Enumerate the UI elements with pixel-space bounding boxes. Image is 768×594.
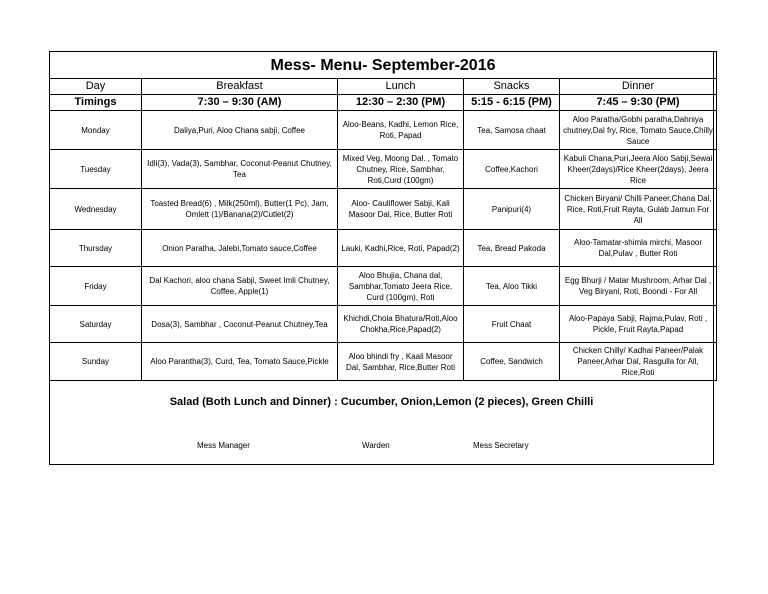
day-cell: Thursday — [50, 230, 142, 267]
header-breakfast: Breakfast — [142, 79, 338, 95]
table-row — [50, 150, 717, 189]
table-row — [50, 343, 717, 381]
footer-section — [50, 378, 713, 464]
timing-breakfast: 7:30 – 9:30 (AM) — [142, 95, 338, 111]
snacks-cell: Tea, Bread Pakoda — [464, 230, 560, 267]
day-cell: Wednesday — [50, 189, 142, 230]
breakfast-cell: Dal Kachori, aloo chana Sabji, Sweet Imli Chutney, Coffee, Apple(1) — [142, 267, 338, 306]
dinner-cell: Aloo-Tamatar-shimla mirchi, Masoor Dal,Pulav , Butter Roti — [560, 230, 717, 267]
snacks-cell: Tea, Aloo Tikki — [464, 267, 560, 306]
breakfast-cell: Idli(3), Vada(3), Sambhar, Coconut-Peanut Chutney, Tea — [142, 150, 338, 189]
lunch-cell: Aloo-Beans, Kadhi, Lemon Rice, Roti, Papad — [338, 111, 464, 150]
mess-menu-sheet — [49, 51, 714, 465]
header-day: Day — [50, 79, 142, 95]
day-cell: Monday — [50, 111, 142, 150]
day-cell: Tuesday — [50, 150, 142, 189]
lunch-cell: Aloo- Cauliflower Sabji, Kali Masoor Dal, Rice, Butter Roti — [338, 189, 464, 230]
header-lunch: Lunch — [338, 79, 464, 95]
lunch-cell: Aloo Bhujia, Chana dal, Sambhar,Tomato Jeera Rice, Curd (100gm), Roti — [338, 267, 464, 306]
breakfast-cell: Daliya,Puri, Aloo Chana sabji, Coffee — [142, 111, 338, 150]
dinner-cell: Egg Bhurji / Matar Mushroom, Arhar Dal , Veg Biryani, Roti, Boondi - For All — [560, 267, 717, 306]
timings-label: Timings — [50, 95, 142, 111]
header-snacks: Snacks — [464, 79, 560, 95]
lunch-cell: Khichdi,Chola Bhatura/Roti,Aloo Chokha,Rice,Papad(2) — [338, 306, 464, 343]
table-row — [50, 189, 717, 230]
lunch-cell: Mixed Veg, Moong Dal. , Tomato Chutney, Rice, Sambhar, Roti,Curd (100gm) — [338, 150, 464, 189]
dinner-cell: Aloo Paratha/Gobhi paratha,Dahniya chutney,Dal fry, Rice, Tomato Sauce,Chilly Sauce — [560, 111, 717, 150]
day-cell: Saturday — [50, 306, 142, 343]
signature-mess-secretary: Mess Secretary — [473, 441, 529, 450]
snacks-cell: Coffee,Kachori — [464, 150, 560, 189]
lunch-cell: Lauki, Kadhi,Rice, Roti, Papad(2) — [338, 230, 464, 267]
breakfast-cell: Aloo Parantha(3), Curd, Tea, Tomato Sauce,Pickle — [142, 343, 338, 381]
salad-note: Salad (Both Lunch and Dinner) : Cucumber, Onion,Lemon (2 pieces), Green Chilli — [169, 396, 594, 408]
dinner-cell: Chicken Chilly/ Kadhai Paneer/Palak Paneer,Arhar Dal, Rasgulla for All, Rice,Roti — [560, 343, 717, 381]
timing-dinner: 7:45 – 9:30 (PM) — [560, 95, 717, 111]
header-row — [50, 79, 717, 95]
table-row — [50, 111, 717, 150]
breakfast-cell: Onion Paratha, Jalebi,Tomato sauce,Coffee — [142, 230, 338, 267]
dinner-cell: Kabuli Chana,Puri,Jeera Aloo Sabji,Sewai Kheer(2days)/Rice Kheer(2days), Jeera Rice — [560, 150, 717, 189]
day-cell: Friday — [50, 267, 142, 306]
table-row — [50, 230, 717, 267]
snacks-cell: Fruit Chaat — [464, 306, 560, 343]
timing-lunch: 12:30 – 2:30 (PM) — [338, 95, 464, 111]
dinner-cell: Aloo-Papaya Sabji, Rajma,Pulav, Roti , Pickle, Fruit Rayta,Papad — [560, 306, 717, 343]
breakfast-cell: Dosa(3), Sambhar , Coconut-Peanut Chutney,Tea — [142, 306, 338, 343]
snacks-cell: Tea, Samosa chaat — [464, 111, 560, 150]
snacks-cell: Coffee, Sandwich — [464, 343, 560, 381]
day-cell: Sunday — [50, 343, 142, 381]
menu-table — [49, 51, 717, 381]
timings-row — [50, 95, 717, 111]
header-dinner: Dinner — [560, 79, 717, 95]
lunch-cell: Aloo bhindi fry , Kaali Masoor Dal, Sambhar, Rice,Butter Roti — [338, 343, 464, 381]
signature-warden: Warden — [362, 441, 390, 450]
signature-mess-manager: Mess Manager — [197, 441, 250, 450]
table-row — [50, 306, 717, 343]
dinner-cell: Chicken Biryani/ Chilli Paneer,Chana Dal, Rice, Roti,Fruit Rayta, Gulab Jamun For All — [560, 189, 717, 230]
page-title: Mess- Menu- September-2016 — [50, 52, 717, 79]
timing-snacks: 5:15 - 6:15 (PM) — [464, 95, 560, 111]
table-row — [50, 267, 717, 306]
snacks-cell: Panipuri(4) — [464, 189, 560, 230]
breakfast-cell: Toasted Bread(6) , Milk(250ml), Butter(1 Pc), Jam, Omlett (1)/Banana(2)/Cutlet(2) — [142, 189, 338, 230]
